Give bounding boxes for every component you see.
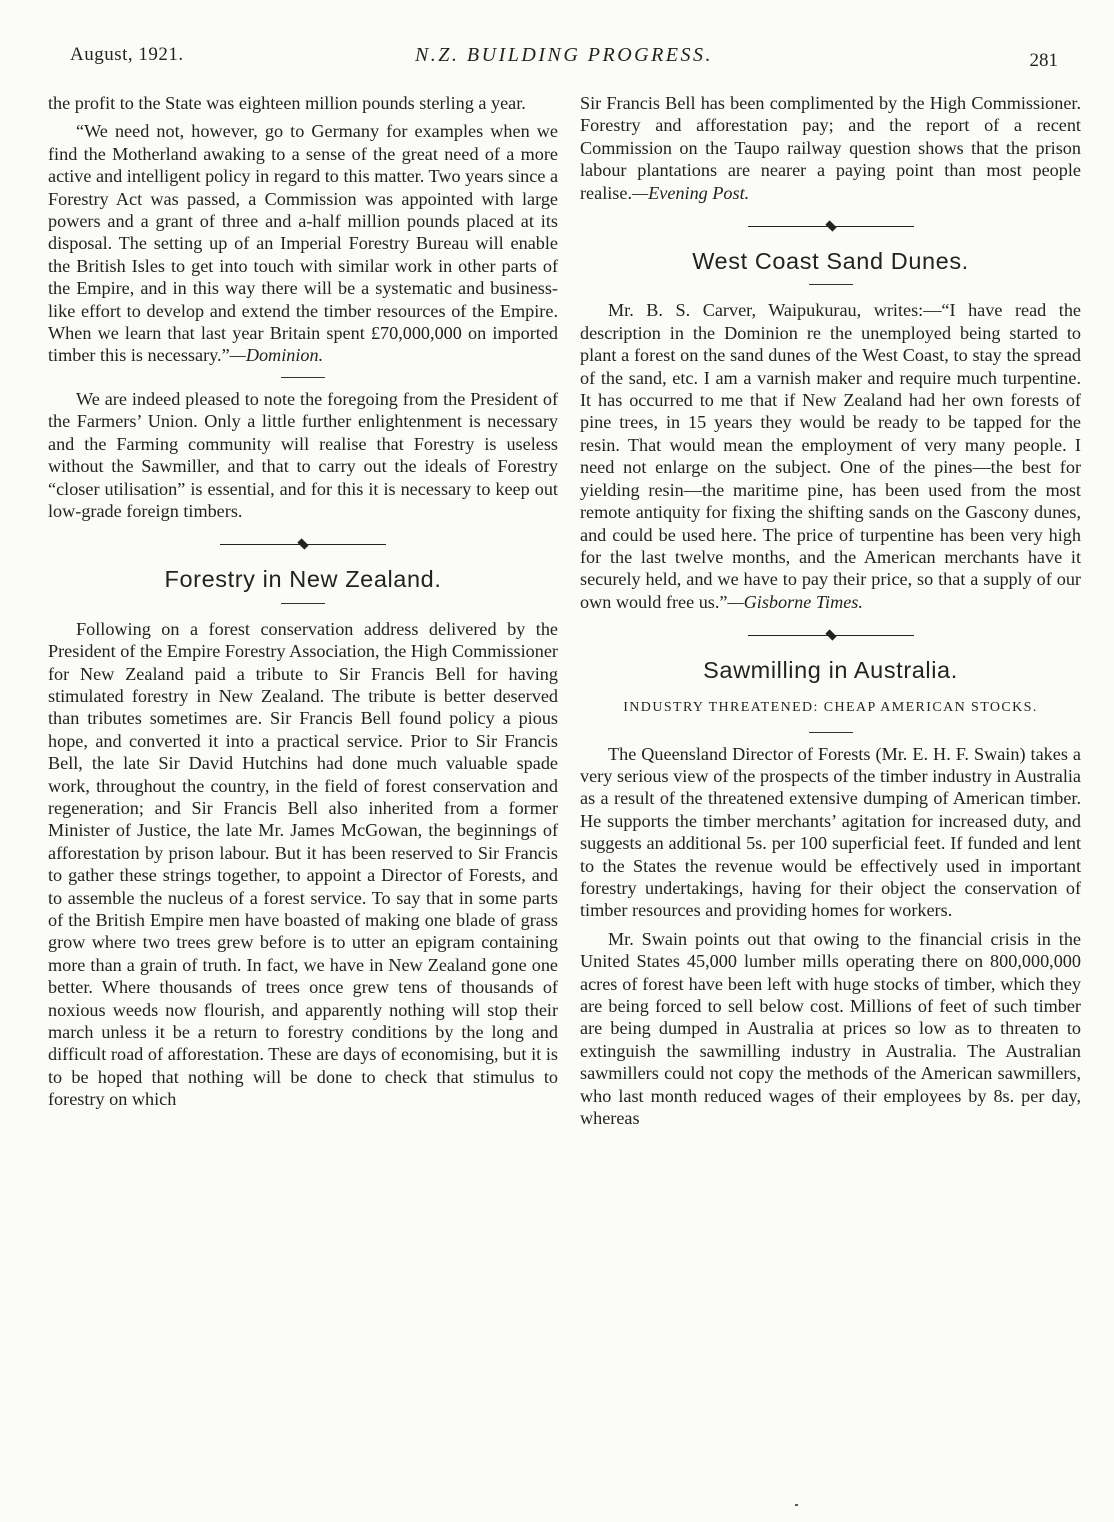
continued-source: —Evening Post. xyxy=(632,182,750,203)
right-column xyxy=(580,92,1081,1135)
page-number: 281 xyxy=(1029,50,1058,71)
article-subtitle: INDUSTRY THREATENED: CHEAP AMERICAN STOCKS. xyxy=(623,699,1038,715)
article-title-dunes: West Coast Sand Dunes. xyxy=(692,248,969,275)
left-column xyxy=(48,92,558,1117)
continued-paragraph: the profit to the State was eighteen million pounds sterling a year. xyxy=(48,93,526,113)
sawmilling-paragraph-2: Mr. Swain points out that owing to the financial crisis in the United States 45,000 lumber mills operating there on 800,000,000 acres of forest have been left with huge stocks of timber, which they are being forced to sell below cost. Millions of feet of such timber are being dumped in Australia at prices so low as to threaten to extinguish the sawmilling industry in Australia. The Australian sawmillers could not copy the methods of the American sawmillers, who last month reduced wages of their employees by 8s. per day, whereas xyxy=(580,928,1081,1129)
forestry-body: Following on a forest conservation address delivered by the President of the Empire Forestry Association, the High Commissioner for New Zealand paid a tribute to Sir Francis Bell for having stimulated forestry in New Zealand. The tribute is better deserved than tributes sometimes are. Sir Francis Bell found policy a pious hope, and converted it into a practical service. Prior to Sir Francis Bell, the late Sir David Hutchins had done much valuable spade work, throughout the country, in the field of forest conservation and regeneration; and Sir Francis Bell also inherited from a former Minister of Justice, the late Mr. James McGowan, the beginnings of afforestation by prison labour. But it has been reserved to Sir Francis to gather these strings together, to appoint a Director of Forests, and to assemble the nucleus of a forest service. To say that in some parts of the British Empire men have boasted of making one blade of grass grow where two trees grew before is to utter an epigram containing more than a grain of truth. In fact, we have in New Zealand gone one better. Where thousands of trees once grew tens of thousands of noxious weeds now flourish, and apparently nothing will stop their march unless it be a return to forestry conditions by the long and difficult road of afforestation. These are days of economising, but it is to be hoped that nothing will be done to check that stimulus to forestry on which xyxy=(48,618,558,1110)
title-underline-3 xyxy=(809,732,853,733)
sawmilling-paragraph-1: The Queensland Director of Forests (Mr. E. H. F. Swain) takes a very serious view of the prospects of the timber industry in Australia as a result of the threatened extensive dumping of American timber. He supports the timber merchants’ agitation for increased duty, and suggests an additional 5s. per 100 superficial feet. If funded and lent to the States the revenue would be effectively used in important forestry undertakings, having for their object the conservation of timber resources and providing homes for workers. xyxy=(580,743,1081,921)
section-ornament-2 xyxy=(748,218,914,236)
quote-paragraph xyxy=(48,120,558,366)
title-underline-2 xyxy=(809,284,853,285)
article-title-sawmilling: Sawmilling in Australia. xyxy=(703,657,958,684)
page-header xyxy=(70,44,1058,78)
issue-date: August, 1921. xyxy=(70,44,184,65)
dunes-text: Mr. B. S. Carver, Waipukurau, writes:—“I have read the description in the Dominion re the unemployed being started to plant a forest on the sand dunes of the West Coast, to stay the spread of the sand, etc. I am a varnish maker and require much turpentine. It has occurred to me that if New Zealand had her own forests of pine trees, in 15 years they would be ready to be tapped for the resin. That would mean the employment of very many people. I need not enlarge on the subject. One of the pines—the best for yielding resin—the maritime pine, has been used from the most remote antiquity for fixing the shifting sands on the Gascony dunes, and could be used here. The price of turpentine has been very high for the last twelve months, and the American merchants have it securely held, and we have to pay their price, so that a supply of our own would free us.” xyxy=(580,300,1081,612)
continued-paragraph-right xyxy=(580,92,1081,204)
dunes-body xyxy=(580,299,1081,613)
editorial-paragraph: We are indeed pleased to note the foregoing from the President of the Farmers’ Union. Only a little further enlightenment is necessary and the Farming community will realise that Forestry is useless without the Sawmiller, and that to carry out the ideals of Forestry “closer utilisation” is essential, and for this it is necessary to keep out low-grade foreign timbers. xyxy=(48,388,558,521)
section-ornament xyxy=(220,536,386,554)
title-underline xyxy=(281,603,325,604)
print-speck xyxy=(795,1504,798,1506)
divider-rule xyxy=(281,377,325,378)
quote-source: —Dominion. xyxy=(229,345,324,366)
continued-text: Sir Francis Bell has been complimented by the High Commissioner. Forestry and afforestation pay; and the report of a recent Commission on the Taupo railway question shows that the prison labour plantations are nearer a paying point than most people realise. xyxy=(580,93,1081,203)
journal-title: N.Z. BUILDING PROGRESS. xyxy=(414,44,714,66)
quote-text: “We need not, however, go to Germany for examples when we find the Motherland awaking to a sense of the great need of a more active and intelligent policy in regard to this matter. Two years since a Forestry Act was passed, a Commission was appointed with large powers and a grant of three and a-half million pounds placed at its disposal. The setting up of an Imperial Forestry Bureau will enable the British Isles to get into touch with similar work in other parts of the Empire, and in this way there will be a systematic and business-like effort to develop and extend the timber resources of the Empire. When we learn that last year Britain spent £70,000,000 on imported timber this is necessary.” xyxy=(48,121,559,366)
section-ornament-3 xyxy=(748,627,914,645)
dunes-source: —Gisborne Times. xyxy=(727,591,863,612)
article-title-forestry: Forestry in New Zealand. xyxy=(164,566,442,593)
